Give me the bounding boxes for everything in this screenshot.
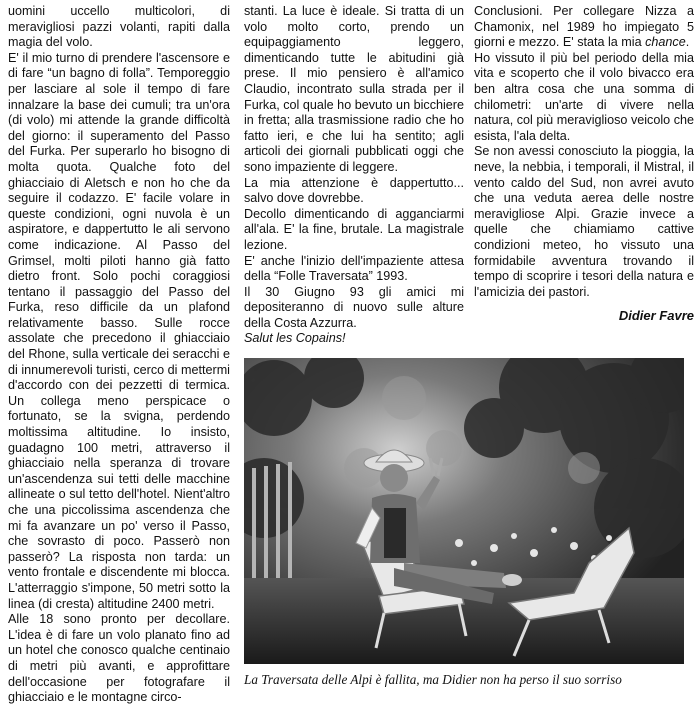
- paragraph: E' il mio turno di prendere l'ascensore e di fare “un bagno di folla”. Temporeggio per lasciare al sole il tempo di fare innalzare la base dei cumuli; tra un'ora (di volo) mi attende la grande difficoltà del giorno: il superamento del Passo del Furka. Per superarlo ho bisogno di molta quota. Qualche foto del ghiacciaio di Aletsch e non ho che da seguire il codazzo. E' facile volare in queste condizioni, ogni nuvola è un aspiratore, e dappertutto le ali servono come indicazione. Al Passo del Grimsel, molti piloti hanno già fatto dietro front. Solo pochi coraggiosi tentano il passaggio del Passo del Furka, reso difficile da un plafond relativamente basso. Sulle rocce assolate che precedono il ghiacciaio del Rhone, sulla verticale dei seracchi e di innumerevoli turisti, cerco di mettermi d'accordo con dei pezzetti di termica. Un collega meno perspicace o fortunato, se la svigna, perdendo moltissima altitudine. Io insisto, guadagno 100 metri, attraverso il ghiacciaio nella speranza di trovare un'ascendenza sui tetti delle macchine allineate o sul tetto dell'hotel. Nient'altro che una piccolissima ascendenza che mi fa avanzare un po' verso il Passo, che sovrasto di poco. Passerò non passerò? La risposta non tarda: un vento frontale e discendente mi blocca. L'atterraggio s'impone, 50 metri sotto la linea (di cresta) altitudine 2400 metri.: [8, 50, 230, 611]
- article-photo: [244, 358, 684, 664]
- paragraph: stanti. La luce è ideale. Si tratta di un volo molto corto, prendo un equipaggiamento leggero, dimenticando tutte le abitudini già prese. Il mio pensiero è all'amico Claudio, incontrato sulla strada per il Furka, col quale ho bevuto un bicchiere in fretta; alla trasmissione radio che ho fatto ieri, e che lui ha sentito; agli articoli dei giornali pubblicati oggi che sono impaziente di leggere.: [244, 4, 464, 174]
- period: .: [685, 35, 690, 50]
- paragraph: E' anche l'inizio dell'impaziente attesa della “Folle Traversata” 1993.: [244, 253, 464, 284]
- paragraph: Alle 18 sono pronto per decollare. L'idea è di fare un volo planato fino ad un hotel che conosco qualche centinaio di metri più avanti, e approfittare dell'occasione per fotografare il ghiacciaio e le montagne circo-: [8, 612, 230, 705]
- photo-caption: La Traversata delle Alpi è fallita, ma Didier non ha perso il suo sorriso: [244, 672, 622, 687]
- author-signature: Didier Favre: [618, 308, 694, 324]
- garden-photo-illustration: [244, 358, 684, 664]
- paragraph: La mia attenzione è dappertutto... salvo dove dovrebbe.: [244, 175, 464, 206]
- paragraph: uomini uccello multicolori, di meravigliosi pazzi volanti, rapiti dalla magia del volo.: [8, 4, 230, 50]
- paragraph: Se non avessi conosciuto la pioggia, la neve, la nebbia, i temporali, il Mistral, il vento caldo del Sud, non avrei avuto che una veduta aerea delle nostre meravigliose Alpi. Grazie invece a quelle che chiamiamo cattive condizioni meteo, ho vissuto una formidabile avventura trovando il tempo di scoprire i tesori della natura e l'amicizia dei pastori.: [474, 144, 694, 299]
- paragraph: Ho vissuto il più bel periodo della mia vita e scoperto che il volo bivacco era ben altra cosa che una somma di chilometri: un'arte di vivere nella natura, col più meraviglioso veicolo che esista, l'ala delta.: [474, 50, 694, 143]
- paragraph: Decollo dimenticando di agganciarmi all'ala. E' la fine, brutale. La magistrale lezione.: [244, 206, 464, 252]
- chance-word: chance: [645, 35, 686, 50]
- conclusion-text: Conclusioni. Per collegare Nizza a Chamonix, nel 1989 ho impiegato 5 giorni e mezzo. E' stata la mia: [474, 4, 694, 50]
- article-column-1: [8, 4, 230, 706]
- salute-line: Salut les Copains!: [244, 331, 346, 346]
- article-column-3: [474, 4, 694, 324]
- paragraph: [474, 4, 694, 51]
- article-column-2: [244, 4, 464, 347]
- paragraph: Il 30 Giugno 93 gli amici mi depositeranno di nuovo sulle alture della Costa Azzurra.: [244, 284, 464, 330]
